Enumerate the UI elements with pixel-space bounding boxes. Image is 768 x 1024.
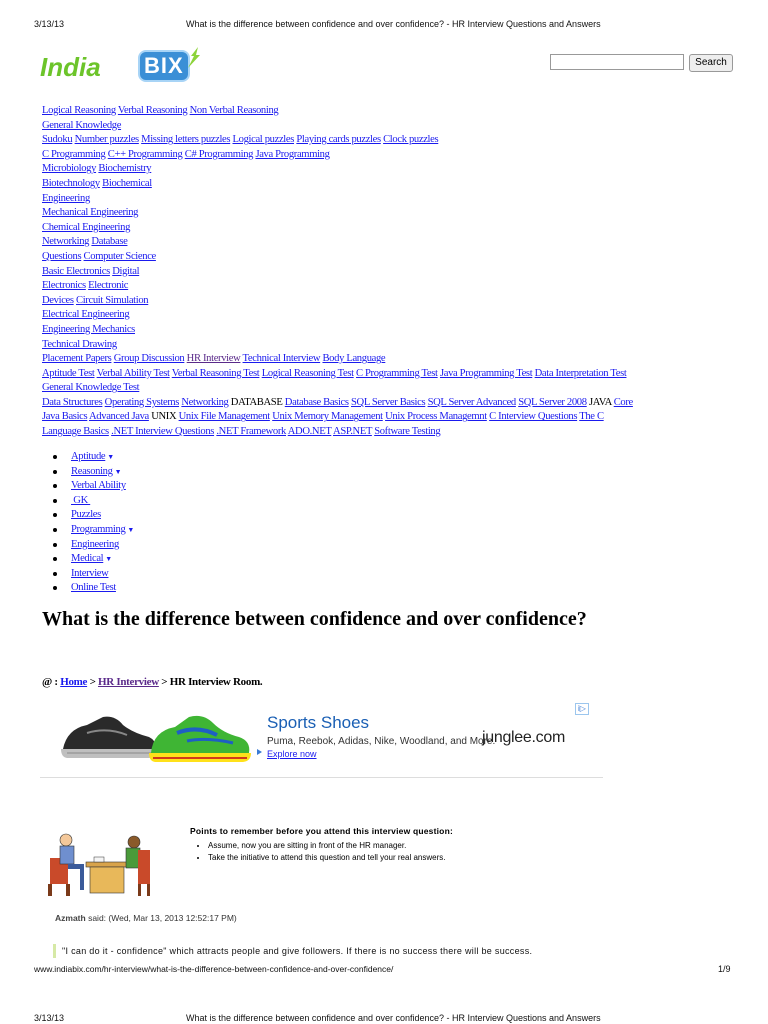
link-data-interpretation-test[interactable]: Data Interpretation Test <box>534 367 627 379</box>
link-biochemistry[interactable]: Biochemistry <box>98 163 152 175</box>
menu-item-medical[interactable] <box>52 552 134 567</box>
links-line <box>42 250 722 265</box>
menu-label[interactable]: Engineering <box>71 538 119 550</box>
links-line <box>42 235 722 250</box>
comment-text: "I can do it - confidence" which attracts people and give followers. If there is no success there will be success. <box>62 946 533 956</box>
link-advanced-java[interactable]: Advanced Java <box>89 411 149 423</box>
link-ado-net[interactable]: ADO.NET <box>287 426 332 438</box>
ad-subtitle: Puma, Reebok, Adidas, Nike, Woodland, and More. <box>267 736 496 747</box>
link-java-basics[interactable]: Java Basics <box>42 411 88 423</box>
chevron-down-icon: ▼ <box>114 467 122 476</box>
links-line <box>42 206 722 221</box>
quote-bar <box>53 944 56 958</box>
links-line <box>42 192 722 207</box>
link-networking-2[interactable]: Networking <box>181 396 229 408</box>
menu-item-puzzles[interactable] <box>52 508 134 523</box>
menu-item-reasoning[interactable] <box>52 465 134 480</box>
print-date: 3/13/13 <box>34 19 65 29</box>
comment-meta <box>55 913 237 923</box>
link-digital[interactable]: Digital <box>112 265 140 277</box>
link-technical-drawing[interactable]: Technical Drawing <box>42 338 117 350</box>
link-csharp-programming[interactable]: C# Programming <box>184 148 254 160</box>
tip-item: • Assume, now you are sitting in front of the HR manager. <box>208 840 453 852</box>
comment-date: said: (Wed, Mar 13, 2013 12:52:17 PM) <box>88 913 237 923</box>
link-biochemical[interactable]: Biochemical <box>102 177 152 189</box>
print-date: 3/13/13 <box>34 1013 65 1023</box>
breadcrumb-separator: > <box>89 676 96 688</box>
link-circuit-simulation[interactable]: Circuit Simulation <box>75 294 149 306</box>
link-asp-net[interactable]: ASP.NET <box>333 426 372 438</box>
menu-item-aptitude[interactable] <box>52 450 134 465</box>
chevron-down-icon: ▼ <box>107 453 114 461</box>
link-engineering-mechanics[interactable]: Engineering Mechanics <box>42 323 135 335</box>
link-hr-interview[interactable]: HR Interview <box>186 353 241 365</box>
link-logical-puzzles[interactable]: Logical puzzles <box>232 134 295 146</box>
breadcrumb <box>42 676 262 688</box>
chevron-down-icon: ▼ <box>127 525 135 534</box>
print-page-number: 1/9 <box>718 964 731 974</box>
adchoices-icon[interactable]: i▷ <box>575 703 589 715</box>
links-line <box>42 104 722 119</box>
link-number-puzzles[interactable]: Number puzzles <box>74 134 139 146</box>
link-unix-memory-management[interactable]: Unix Memory Management <box>272 411 383 423</box>
menu-item-engineering[interactable] <box>52 538 134 553</box>
link-language-basics[interactable]: Language Basics <box>42 426 109 438</box>
tips-title: Points to remember before you attend this interview question: <box>190 826 453 836</box>
menu-label[interactable]: Interview <box>71 567 109 579</box>
menu-label[interactable]: Medical <box>71 553 104 565</box>
link-core[interactable]: Core <box>613 396 633 408</box>
breadcrumb-hr-interview[interactable]: HR Interview <box>97 676 159 688</box>
links-line <box>42 265 722 280</box>
link-java-programming[interactable]: Java Programming <box>255 148 330 160</box>
link-sql-server-2008[interactable]: SQL Server 2008 <box>518 396 587 408</box>
interview-tips <box>190 826 453 864</box>
link-chemical-engineering[interactable]: Chemical Engineering <box>42 221 131 233</box>
print-title: What is the difference between confidence and over confidence? - HR Interview Questions and Answers <box>186 19 601 29</box>
link-clock-puzzles[interactable]: Clock puzzles <box>383 134 439 146</box>
category-links <box>42 104 722 440</box>
play-icon <box>257 749 262 755</box>
links-line <box>42 162 722 177</box>
link-c-programming[interactable]: C Programming <box>42 148 106 160</box>
breadcrumb-current: HR Interview Room. <box>169 676 263 688</box>
breadcrumb-home[interactable]: Home <box>60 676 88 688</box>
menu-label[interactable]: Programming <box>71 523 126 535</box>
link-devices[interactable]: Devices <box>42 294 74 306</box>
shoes-image <box>57 703 257 766</box>
interview-illustration <box>46 828 152 898</box>
links-line <box>42 352 722 367</box>
search-input[interactable] <box>550 54 684 70</box>
ad-title[interactable]: Sports Shoes <box>267 713 370 732</box>
menu-label[interactable]: Aptitude <box>71 451 106 462</box>
link-general-knowledge[interactable]: General Knowledge <box>42 119 122 131</box>
link-cpp-programming[interactable]: C++ Programming <box>107 148 183 160</box>
link-playing-cards-puzzles[interactable]: Playing cards puzzles <box>296 134 381 146</box>
ad-explore-link[interactable] <box>267 749 317 759</box>
menu-item-gk[interactable] <box>52 494 134 509</box>
link-data-structures[interactable]: Data Structures <box>42 396 103 408</box>
link-dotnet-framework[interactable]: .NET Framework <box>216 426 287 438</box>
link-basic-electronics[interactable]: Basic Electronics <box>42 265 110 277</box>
link-questions[interactable]: Questions <box>42 250 82 262</box>
link-operating-systems[interactable]: Operating Systems <box>104 396 180 408</box>
ad-explore-label[interactable]: Explore now <box>267 749 317 759</box>
links-line <box>42 338 722 353</box>
link-microbiology[interactable]: Microbiology <box>42 163 97 175</box>
link-software-testing[interactable]: Software Testing <box>374 426 441 438</box>
comment-author: Azmath <box>55 913 86 923</box>
link-logical-reasoning[interactable]: Logical Reasoning <box>42 105 116 116</box>
link-unix-file-management[interactable]: Unix File Management <box>178 411 270 423</box>
menu-item-programming[interactable] <box>52 523 134 538</box>
link-database[interactable]: Database <box>91 236 128 248</box>
links-line <box>42 425 722 440</box>
link-placement-papers[interactable]: Placement Papers <box>42 353 112 365</box>
links-line <box>42 119 722 134</box>
link-mechanical-engineering[interactable]: Mechanical Engineering <box>42 207 139 219</box>
page-title: What is the difference between confidence and over confidence? <box>42 608 587 630</box>
print-header-next-page <box>0 1013 768 1024</box>
menu-item-online-test[interactable] <box>52 581 134 596</box>
main-menu <box>52 450 134 596</box>
indiabix-logo[interactable] <box>40 46 200 86</box>
link-computer-science[interactable]: Computer Science <box>83 250 156 262</box>
link-dotnet-interview-questions[interactable]: .NET Interview Questions <box>111 426 215 438</box>
links-line <box>42 177 722 192</box>
links-line <box>42 148 722 163</box>
menu-label[interactable]: GK <box>71 494 91 506</box>
links-line <box>42 396 722 411</box>
menu-item-interview[interactable] <box>52 567 134 582</box>
label-unix: UNIX <box>151 411 177 423</box>
link-unix-process-managemnt[interactable]: Unix Process Managemnt <box>385 411 487 423</box>
link-engineering[interactable]: Engineering <box>42 192 90 204</box>
link-database-basics[interactable]: Database Basics <box>284 396 349 408</box>
menu-label[interactable]: Verbal Ability <box>71 480 126 492</box>
links-line <box>42 381 722 396</box>
link-logical-reasoning-test[interactable]: Logical Reasoning Test <box>261 367 354 379</box>
link-electronic[interactable]: Electronic <box>88 280 129 292</box>
link-technical-interview[interactable]: Technical Interview <box>242 353 321 365</box>
search-button[interactable]: Search <box>689 54 733 72</box>
links-line <box>42 367 722 382</box>
link-aptitude-test[interactable]: Aptitude Test <box>42 367 95 379</box>
links-line <box>42 221 722 236</box>
divider <box>40 777 603 778</box>
label-database: DATABASE <box>230 396 283 408</box>
tips-list <box>190 840 453 864</box>
breadcrumb-separator: > <box>161 676 168 688</box>
menu-label[interactable]: Online Test <box>71 582 116 594</box>
link-biotechnology[interactable]: Biotechnology <box>42 177 100 189</box>
link-group-discussion[interactable]: Group Discussion <box>113 353 185 365</box>
breadcrumb-prefix: @ : <box>42 676 58 688</box>
link-non-verbal-reasoning[interactable]: Non Verbal Reasoning <box>189 105 279 116</box>
tip-item: • Take the initiative to attend this question and tell your real answers. <box>208 852 453 864</box>
link-electrical-engineering[interactable]: Electrical Engineering <box>42 309 130 321</box>
logo-text: India <box>40 52 101 82</box>
menu-label[interactable]: Reasoning <box>71 465 113 477</box>
link-missing-letters-puzzles[interactable]: Missing letters puzzles <box>141 134 231 146</box>
links-line <box>42 308 722 323</box>
link-verbal-ability-test[interactable]: Verbal Ability Test <box>96 367 170 379</box>
ad-banner[interactable] <box>57 703 588 766</box>
print-title: What is the difference between confidence and over confidence? - HR Interview Questions and Answers <box>186 1013 601 1023</box>
link-networking[interactable]: Networking <box>42 236 90 248</box>
label-java: JAVA <box>589 396 612 408</box>
link-java-programming-test[interactable]: Java Programming Test <box>439 367 533 379</box>
link-electronics[interactable]: Electronics <box>42 280 86 292</box>
menu-item-verbal-ability[interactable] <box>52 479 134 494</box>
menu-label[interactable]: Puzzles <box>71 509 101 521</box>
spark-icon <box>184 46 204 70</box>
link-general-knowledge-test[interactable]: General Knowledge Test <box>42 382 140 394</box>
link-c-interview-questions[interactable]: C Interview Questions <box>489 411 578 423</box>
link-body-language[interactable]: Body Language <box>322 353 386 365</box>
link-verbal-reasoning-test[interactable]: Verbal Reasoning Test <box>171 367 260 379</box>
print-header <box>0 19 768 33</box>
link-the-c[interactable]: The C <box>579 411 604 423</box>
links-line <box>42 279 722 294</box>
link-verbal-reasoning[interactable]: Verbal Reasoning <box>117 105 188 116</box>
links-line <box>42 133 722 148</box>
ad-brand[interactable]: junglee.com <box>482 729 565 746</box>
links-line <box>42 410 722 425</box>
link-sql-server-advanced[interactable]: SQL Server Advanced <box>427 396 516 408</box>
logo-badge: BIX <box>138 50 190 82</box>
link-sudoku[interactable]: Sudoku <box>42 134 73 146</box>
link-c-programming-test[interactable]: C Programming Test <box>356 367 438 379</box>
link-sql-server-basics[interactable]: SQL Server Basics <box>351 396 426 408</box>
print-url: www.indiabix.com/hr-interview/what-is-the-difference-between-confidence-and-over-confidence/ <box>34 964 394 974</box>
chevron-down-icon: ▼ <box>105 555 112 564</box>
links-line <box>42 323 722 338</box>
links-line <box>42 294 722 309</box>
